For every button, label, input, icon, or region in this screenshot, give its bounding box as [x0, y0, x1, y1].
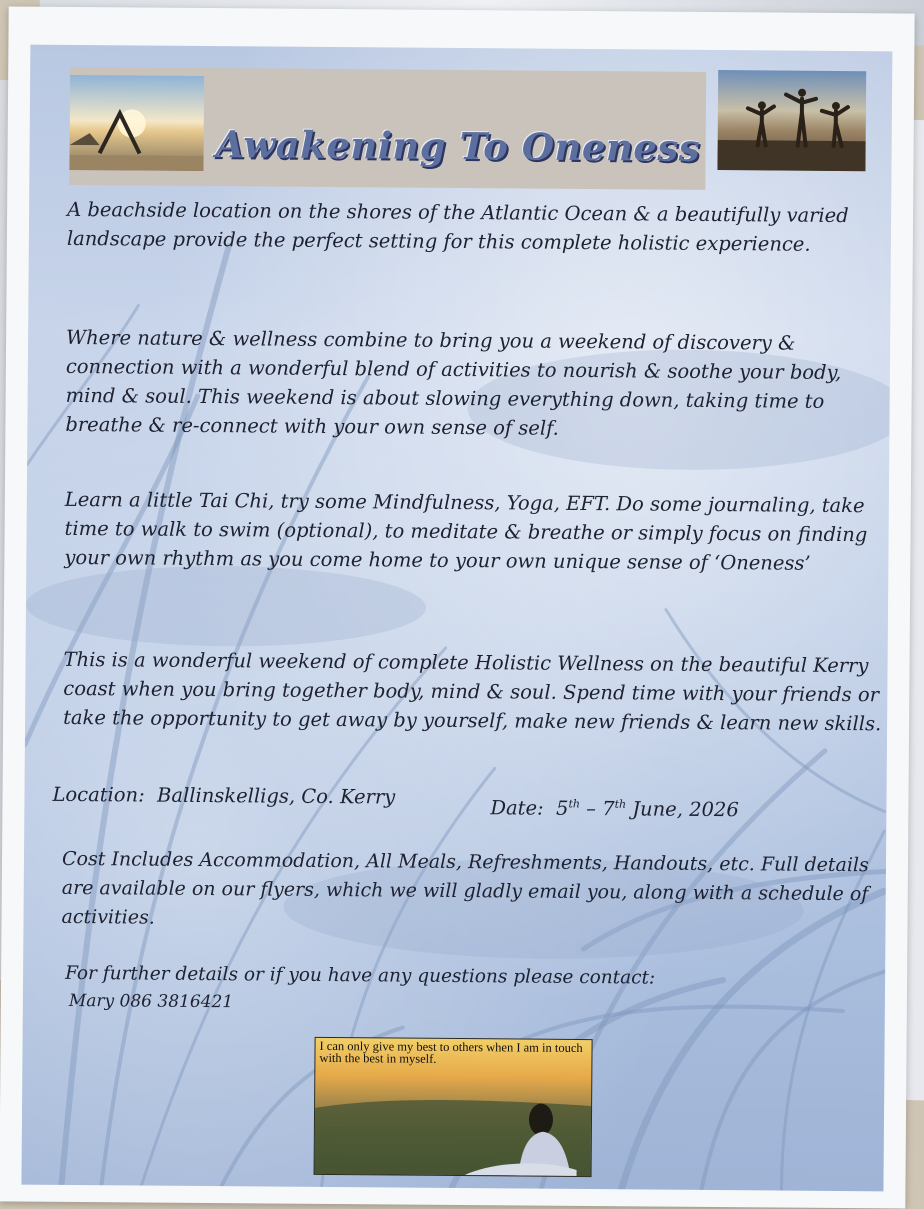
quote-image [314, 1037, 593, 1177]
flyer-print-area [21, 45, 892, 1192]
nature-paragraph: Where nature & wellness combine to bring you a weekend of discovery & connection with a wonderful blend of activities to nourish & soothe your body, mind & soul. This weekend is about slowing everything down, taking time to breathe & re-connect with your own sense of self. [65, 325, 842, 440]
date-end-day: 7 [602, 797, 615, 821]
flyer-title: Awakening To Oneness [215, 122, 701, 170]
cost-paragraph: Cost Includes Accommodation, All Meals, Refreshments, Handouts, etc. Full details are available on our flyers, which we will gladly email you, along with a schedule of activities. [61, 847, 869, 929]
date-start-day: 5 [555, 796, 569, 820]
location-label: Location: [52, 782, 145, 807]
date-month-year: June, 2026 [625, 797, 739, 822]
quote-text: I can only give my best to others when I am in touch with the best in myself. [319, 1038, 583, 1066]
contact-prompt: For further details or if you have any questions please contact: [65, 962, 656, 989]
date-label: Date: [490, 796, 544, 820]
date-start-suffix: th [568, 797, 581, 811]
intro-paragraph: A beachside location on the shores of the Atlantic Ocean & a beautifully varied landscape provide the perfect setting for this complete holistic experience. [66, 197, 849, 256]
tai-chi-beach-photo [717, 70, 866, 171]
date-separator: – [579, 796, 603, 821]
weekend-paragraph: This is a wonderful weekend of complete Holistic Wellness on the beautiful Kerry coast when you bring together body, mind & soul. Spend time with your friends or take the opportunity to get away by yourself, make new friends & learn new skills. [63, 647, 882, 736]
date-line [490, 796, 739, 821]
activities-paragraph: Learn a little Tai Chi, try some Mindfulness, Yoga, EFT. Do some journaling, take time to walk to swim (optional), to meditate & breathe or simply focus on finding your own rhythm as you come home to your own unique sense of ‘Oneness’ [64, 487, 868, 575]
date-end-suffix: th [614, 797, 627, 811]
flyer-sheet [0, 6, 915, 1208]
contact-name-phone: Mary 086 3816421 [68, 990, 234, 1013]
location-value: Ballinskelligs, Co. Kerry [157, 783, 396, 809]
location-line [52, 783, 395, 809]
yoga-beach-photo [69, 75, 204, 171]
